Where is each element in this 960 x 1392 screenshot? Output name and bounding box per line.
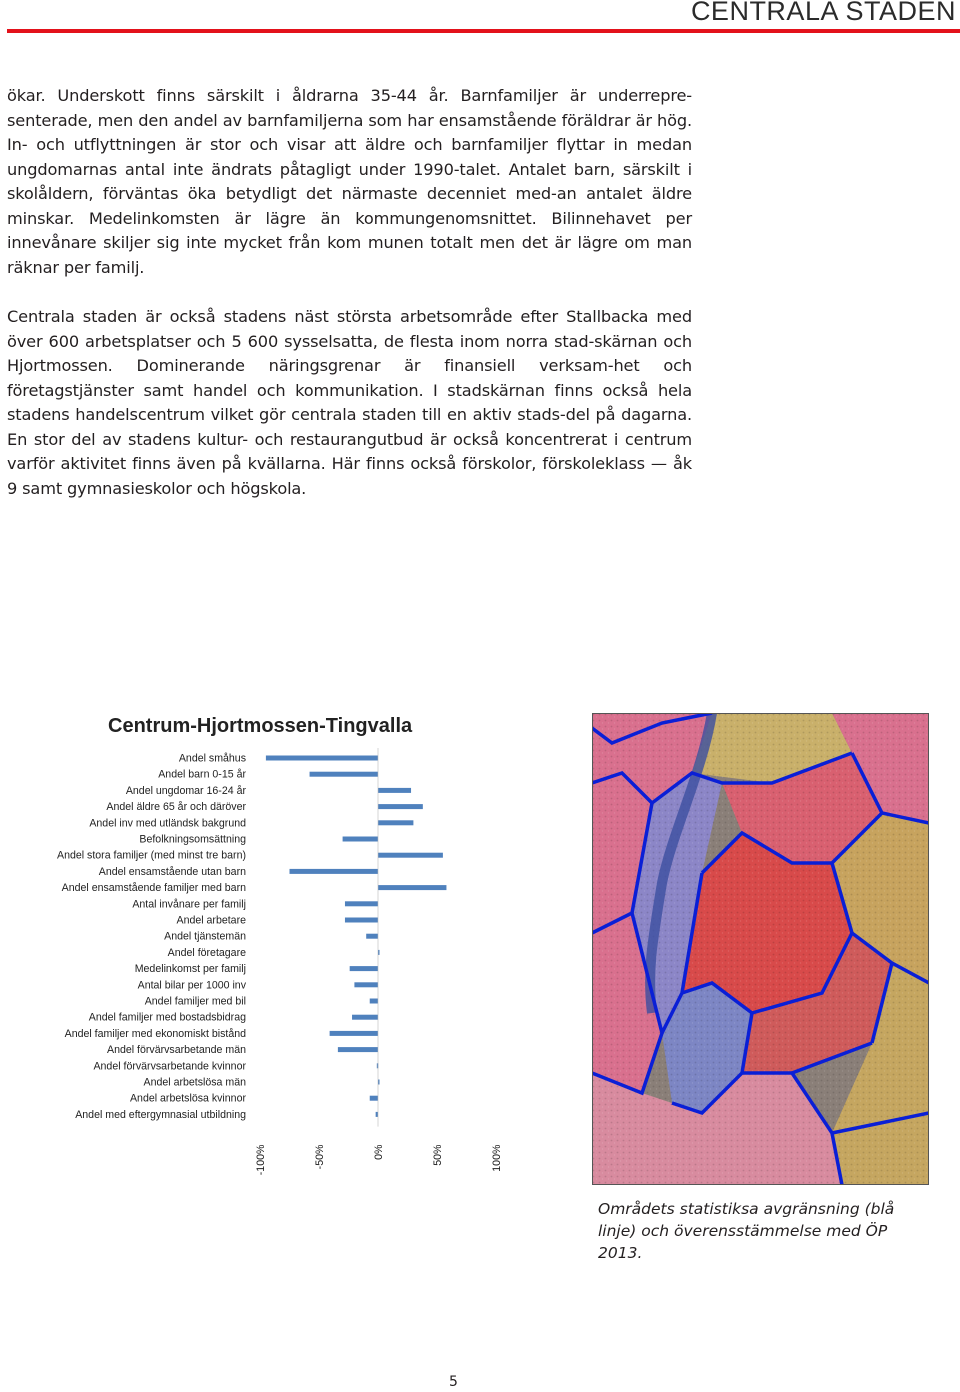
header-rule: [7, 29, 960, 33]
bar: [378, 853, 443, 858]
category-label: Andel företagare: [167, 946, 246, 959]
category-label: Andel familjer med ekonomiskt bistånd: [64, 1027, 246, 1040]
profile-chart-svg: [30, 708, 550, 1178]
category-label: Befolkningsomsättning: [139, 833, 246, 846]
bar: [378, 788, 411, 793]
bar: [266, 756, 378, 761]
bar: [378, 820, 413, 825]
bar: [330, 1031, 378, 1036]
area-map-svg: [592, 713, 929, 1185]
map-caption: Områdets statistiksa avgränsning (blå linje) och överensstämmelse med ÖP 2013.: [598, 1200, 895, 1262]
category-label: Antal invånare per familj: [132, 898, 246, 911]
x-tick-label: 0%: [373, 1144, 385, 1160]
category-label: Medelinkomst per familj: [134, 963, 246, 976]
category-label: Andel förvärvsarbetande män: [107, 1044, 246, 1057]
body-paragraph-1: ökar. Underskott finns särskilt i åldrarna 35-44 år. Barnfamiljer är underrepre-senterade, men den andel av barnfamiljerna som har ensamstående föräldrar är hög. In- och utflyttningen är stor och visar att äldre och barnfamiljer flyttar in medan ungdomarnas antal inte ändrats påtagligt under 1990-talet. Antalet barn, särskilt i skolåldern, förväntas öka betydligt det närmaste decenniet med-an antalet äldre minskar. Medelinkomsten är lägre än kommungenomsnittet. Bilinnehavet per innevånare skiljer sig inte mycket från kom munen totalt men det är lägre om man räknar per familj.: [7, 86, 692, 277]
category-label: Andel stora familjer (med minst tre barn): [57, 849, 246, 862]
category-label: Andel ensamstående familjer med barn: [61, 882, 246, 895]
bar: [345, 918, 378, 923]
category-label: Andel arbetslösa män: [143, 1076, 246, 1089]
category-label: Andel tjänstemän: [164, 930, 246, 943]
bar: [366, 934, 378, 939]
bar: [376, 1112, 378, 1117]
chart-title: Centrum-Hjortmossen-Tingvalla: [108, 715, 413, 737]
category-label: Andel familjer med bil: [144, 995, 246, 1008]
x-tick-label: 50%: [432, 1144, 444, 1166]
category-label: Andel förvärvsarbetande kvinnor: [93, 1060, 246, 1073]
category-label: Andel arbetslösa kvinnor: [129, 1092, 246, 1105]
category-label: Andel äldre 65 år och däröver: [106, 801, 246, 814]
x-tick-label: 100%: [491, 1144, 503, 1172]
chart-marks: [57, 748, 503, 1175]
bar: [345, 901, 378, 906]
category-label: Andel med eftergymnasial utbildning: [75, 1108, 246, 1121]
area-map: [592, 713, 929, 1185]
profile-chart: [30, 708, 550, 1178]
bar: [354, 982, 378, 987]
bar: [378, 885, 446, 890]
bar: [290, 869, 379, 874]
category-label: Andel arbetare: [176, 914, 246, 927]
x-tick-label: -100%: [255, 1144, 267, 1176]
body-paragraph-2: Centrala staden är också stadens näst största arbetsområde efter Stallbacka med över 600 arbetsplatser och 5 600 sysselsatta, de flesta inom norra stad-skärnan och Hjortmossen. Dominerande näringsgrenar är finansiell verksam-het och företagstjänster samt handel och kommunikation. I stadskärnan finns också hela stadens handelscentrum vilket gör centrala staden till en aktiv stads-del på dagarna. En stor del av stadens kultur- och restaurangutbud är också koncentrerat i centrum varför aktivitet finns även på kvällarna. Här finns också förskolor, förskoleklass — åk 9 samt gymnasieskolor och högskola.: [7, 307, 692, 498]
bar: [350, 966, 378, 971]
category-label: Andel ungdomar 16-24 år: [125, 784, 246, 797]
x-tick-label: -50%: [314, 1144, 326, 1170]
bar: [338, 1047, 378, 1052]
category-label: Antal bilar per 1000 inv: [137, 979, 246, 992]
bar: [310, 772, 378, 777]
header-title: CENTRALA STADEN: [690, 0, 956, 26]
category-label: Andel småhus: [178, 752, 246, 765]
bar: [370, 999, 378, 1004]
category-label: Andel ensamstående utan barn: [98, 865, 246, 878]
bar: [343, 837, 378, 842]
bar: [352, 1015, 378, 1020]
page-number: 5: [449, 1374, 458, 1390]
bar: [378, 804, 423, 809]
bar: [370, 1096, 378, 1101]
category-label: Andel familjer med bostadsbidrag: [88, 1011, 246, 1024]
category-label: Andel inv med utländsk bakgrund: [89, 817, 246, 830]
category-label: Andel barn 0-15 år: [158, 768, 246, 781]
